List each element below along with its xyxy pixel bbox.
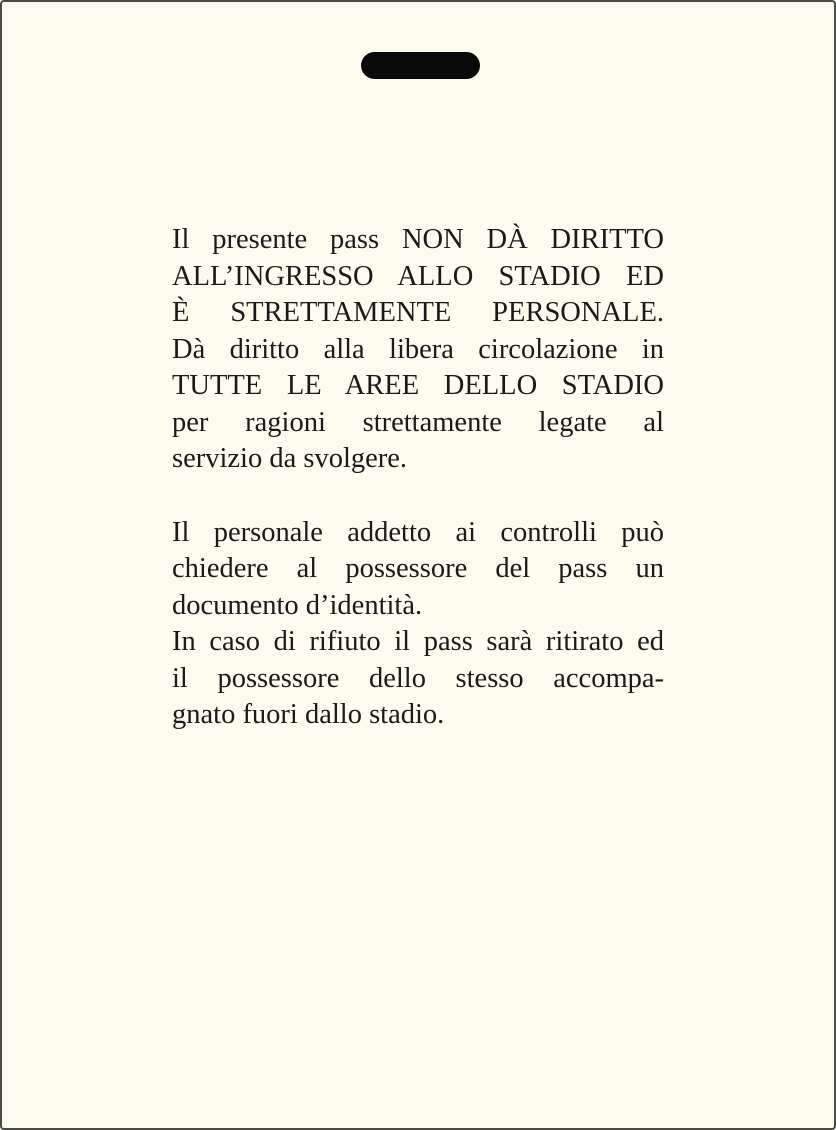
text-line: Il personale addetto ai controlli può bbox=[172, 516, 664, 548]
text-line: documento d’identità. bbox=[172, 589, 423, 621]
text-line: chiedere al possessore del pass un bbox=[172, 553, 664, 584]
text-line: gnato fuori dallo stadio. bbox=[172, 699, 445, 730]
identity-check-paragraph bbox=[172, 515, 664, 734]
text-line: il possessore dello stesso accompa- bbox=[172, 662, 664, 694]
text-line: servizio da svolgere. bbox=[172, 443, 408, 474]
text-line: TUTTE LE AREE DELLO STADIO bbox=[172, 370, 664, 401]
pass-terms-text bbox=[172, 222, 664, 734]
text-line: ALL’INGRESSO ALLO STADIO ED bbox=[172, 260, 664, 292]
access-terms-paragraph bbox=[172, 222, 664, 478]
text-line: In caso di rifiuto il pass sarà ritirato ed bbox=[172, 626, 664, 657]
text-line: per ragioni strettamente legate al bbox=[172, 406, 664, 438]
text-line: È STRETTAMENTE PERSONALE. bbox=[172, 297, 664, 328]
lanyard-slot bbox=[361, 52, 480, 79]
text-line: Il presente pass NON DÀ DIRITTO bbox=[172, 224, 664, 255]
text-line: Dà diritto alla libera circolazione in bbox=[172, 333, 664, 365]
